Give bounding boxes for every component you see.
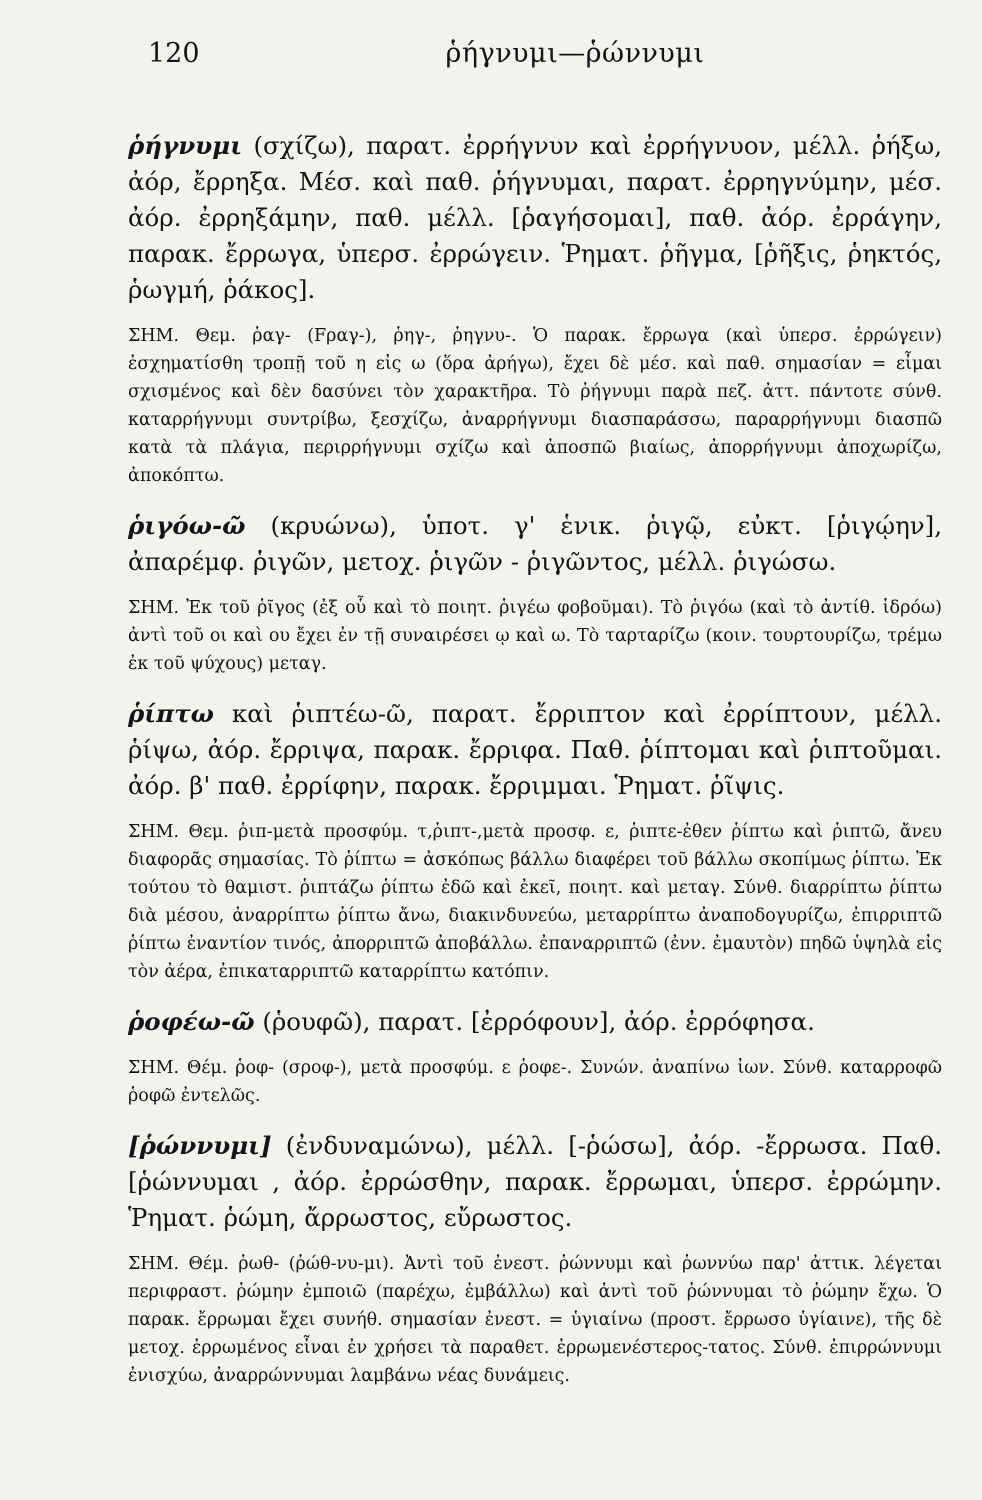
note-label: ΣΗΜ. [128, 326, 180, 346]
entry-text: (σχίζω), παρατ. ἐρρήγνυν καὶ ἐρρήγνυον, μέλλ. ῥήξω, ἀόρ, ἔρρηξα. Μέσ. καὶ παθ. ῥήγνυμαι, παρατ. ἐρρηγνύμην, μέσ. ἀόρ. ἐρρηξάμην, παθ. μέλλ. [ῥαγήσομαι], παθ. ἀόρ. ἐρράγην, παρακ. ἔρρωγα, ὑπερσ. ἐρρώγειν. Ῥηματ. ῥῆγμα, [ῥῆξις, ῥηκτός, ῥωγμή, ῥάκος]. [128, 131, 942, 304]
entry-text: (ἐνδυναμώνω), μέλλ. [-ῥώσω], ἀόρ. -ἔρρωσα. Παθ. [ῥώννυμαι , ἀόρ. ἐρρώσθην, παρακ. ἔρρωμαι, ὑπερσ. ἐρρώμην. Ῥηματ. ῥώμη, ἄρρωστος, εὔρωστος. [128, 1131, 942, 1232]
entry-note [128, 594, 942, 678]
note-text: Ἐκ τοῦ ῥῖγος (ἐξ οὗ καὶ τὸ ποιητ. ῥιγέω φοβοῦμαι). Τὸ ῥιγόω (καὶ τὸ ἀντίθ. ἱδρόω) ἀντὶ τοῦ οι καὶ ου ἔχει ἐν τῇ συναιρέσει ῳ καὶ ω. Τὸ ταρταρίζω (κοιν. τουρτουρίζω, τρέμω ἐκ τοῦ ψύχους) μεταγ. [128, 598, 942, 674]
note-text: Θέμ. ῥωθ- (ῥώθ-νυ-μι). Ἀντὶ τοῦ ἐνεστ. ῥώννυμι καὶ ῥωννύω παρ' ἀττικ. λέγεται περιφραστ. ῥώμην ἐμποιῶ (παρέχω, ἐμβάλλω) καὶ ἀντὶ τοῦ ῥώννυμαι τὸ ῥώμην ἔχω. Ὁ παρακ. ἔρρωμαι ἔχει συνήθ. σημασίαν ἐνεστ. = ὑγιαίνω (προστ. ἔρρωσο ὑγίαινε), τῆς δὲ μετοχ. ἐρρωμένος εἶναι ἐν χρήσει τὰ παραθετ. ἐρρωμενέστερος-τατος. Σύνθ. ἐπιρρώννυμι ἐνισχύω, ἀναρρώννυμαι λαμβάνω νέας δυνάμεις. [128, 1254, 942, 1386]
note-label: ΣΗΜ. [128, 1058, 180, 1078]
entry-main [128, 1128, 942, 1236]
headword: ῥήγνυμι [128, 131, 243, 160]
entry-main [128, 696, 942, 804]
headword: ῥιγόω-ῶ [128, 511, 246, 540]
note-text: Θεμ. ῥαγ- (Fραγ-), ῥηγ-, ῥηγνυ-. Ὁ παρακ. ἔρρωγα (καὶ ὑπερσ. ἐρρώγειν) ἐσχηματίσθη τροπῇ τοῦ η εἰς ω (ὅρα ἀρήγω), ἔχει δὲ μέσ. καὶ παθ. σημασίαν = εἶμαι σχισμένος καὶ δὲν δασύνει τὸν χαρακτῆρα. Τὸ ῥήγνυμι παρὰ πεζ. ἀττ. πάντοτε σύνθ. καταρρήγνυμι συντρίβω, ξεσχίζω, ἀναρρήγνυμι διασπαράσσω, παραρρήγνυμι διασπῶ κατὰ τὰ πλάγια, περιρρήγνυμι σχίζω καὶ ἀποσπῶ βιαίως, ἀπορρήγνυμι ἀποχωρίζω, ἀποκόπτω. [128, 326, 942, 486]
entry-text: (ῥουφῶ), παρατ. [ἐρρόφουν], ἀόρ. ἐρρόφησα. [262, 1007, 815, 1036]
headword: ῥοφέω-ῶ [128, 1007, 255, 1036]
entry-note [128, 1054, 942, 1110]
page-header [128, 38, 942, 78]
headword: ῥίπτω [128, 699, 214, 728]
entry-main [128, 128, 942, 308]
note-text: Θεμ. ῥιπ-μετὰ προσφύμ. τ,ῥιπτ-,μετὰ προσφ. ε, ῥιπτε-ἐθεν ῥίπτω καὶ ῥιπτῶ, ἄνευ διαφορᾶς σημασίας. Τὸ ῥίπτω = ἀσκόπως βάλλω διαφέρει τοῦ βάλλω σκοπίμως ῥίπτω. Ἐκ τούτου τὸ θαμιστ. ῥιπτάζω ῥίπτω ἐδῶ καὶ ἐκεῖ, ποιητ. καὶ μεταγ. Σύνθ. διαρρίπτω ῥίπτω διὰ μέσου, ἀναρρίπτω ῥίπτω ἄνω, διακινδυνεύω, μεταρρίπτω ἀναποδογυρίζω, ἐπιρριπτῶ ῥίπτω ἐναντίον τινός, ἀπορριπτῶ ἀποβάλλω. ἐπαναρριπτῶ (ἐνν. ἐμαυτὸν) πηδῶ ὑψηλὰ εἰς τὸν ἀέρα, ἐπικαταρριπτῶ καταρρίπτω κατόπιν. [128, 822, 942, 982]
dictionary-entry [128, 508, 942, 678]
headword: [ῥώννυμι] [128, 1131, 272, 1160]
note-text: Θέμ. ῥοφ- (σροφ-), μετὰ προσφύμ. ε ῥοφε-. Συνών. ἀναπίνω ἰων. Σύνθ. καταρροφῶ ῥοφῶ ἐντελῶς. [128, 1058, 942, 1106]
running-head: ῥήγνυμι—ῥώννυμι [445, 38, 705, 69]
entry-note [128, 1250, 942, 1390]
dictionary-entry [128, 1004, 942, 1110]
dictionary-entry [128, 128, 942, 490]
entry-main [128, 508, 942, 580]
note-label: ΣΗΜ. [128, 822, 180, 842]
entry-text: καὶ ῥιπτέω-ῶ, παρατ. ἔρριπτον καὶ ἐρρίπτουν, μέλλ. ῥίψω, ἀόρ. ἔρριψα, παρακ. ἔρριφα. Παθ. ῥίπτομαι καὶ ῥιπτοῦμαι. ἀόρ. β' παθ. ἐρρίφην, παρακ. ἔρριμμαι. Ῥηματ. ῥῖψις. [128, 699, 942, 800]
entry-note [128, 322, 942, 490]
dictionary-entry [128, 1128, 942, 1390]
entry-main [128, 1004, 942, 1040]
note-label: ΣΗΜ. [128, 1254, 180, 1274]
page-number: 120 [148, 38, 200, 69]
entry-text: (κρυώνω), ὑποτ. γ' ἑνικ. ῥιγῷ, εὐκτ. [ῥιγῴην], ἀπαρέμφ. ῥιγῶν, μετοχ. ῥιγῶν - ῥιγῶντος, μέλλ. ῥιγώσω. [128, 511, 942, 576]
entry-note [128, 818, 942, 986]
dictionary-entry [128, 696, 942, 986]
note-label: ΣΗΜ. [128, 598, 180, 618]
